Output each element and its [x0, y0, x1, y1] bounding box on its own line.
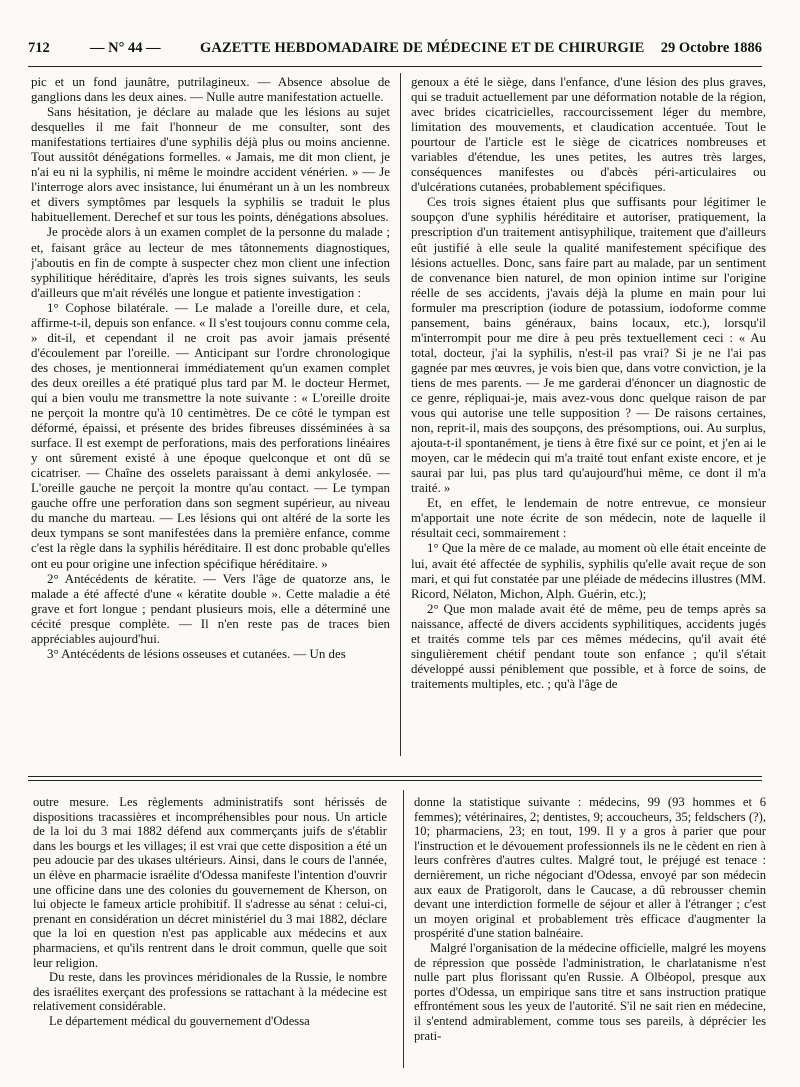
paragraph: 1° Que la mère de ce malade, au moment où elle était enceinte de lui, avait été affectée de syphilis, syphilis qu'elle avait reçue de son mari, et qui fut constatée par une pléiade de médecins illustres (MM. Ricord, Nélaton, Michon, Alph. Guérin, etc.); [411, 541, 766, 601]
paragraph: 3° Antécédents de lésions osseuses et cutanées. — Un des [47, 646, 346, 661]
feuilleton-column-right [414, 795, 766, 1065]
paragraph: 2° Que mon malade avait été de même, peu de temps après sa naissance, affecté de divers accidents syphilitiques, accidents jugés et traités comme tels par ces mêmes médecins, qu'il avait été singulièrement chétif pendant toute son enfance ; qu'il s'était développé aussi péniblement que possible, et à force de soins, de traitements multiples, etc. ; qu'à l'âge de [411, 601, 766, 691]
paragraph: pic et un fond jaunâtre, putrilagineux. — Absence absolue de ganglions dans les deux aines. — Nulle autre manifestation actuelle. [31, 75, 390, 105]
paragraph: Le département médical du gouvernement d'Odessa [49, 1013, 310, 1028]
running-header [28, 40, 762, 60]
paragraph: Je procède alors à un examen complet de la personne du malade ; et, faisant grâce au lecteur de mes tâtonnements diagnostiques, j'aboutis en fin de compte à suspecter chez mon client une infection syphilitique héréditaire, d'après les trois signes suivants, les seuls d'ailleurs que m'ait révélés une longue et patiente investigation : [31, 225, 390, 300]
article-column-left [31, 75, 390, 754]
paragraph: donne la statistique suivante : médecins, 99 (93 hommes et 6 femmes); vétérinaires, 2; dentistes, 9; accoucheurs, 35; feldschers (?), 10; pharmaciens, 23; en tout, 199. Il y a gros à parier que pour l'instruction et le dévouement professionnels ils ne le cèdent en rien à leurs confrères d'autres cultes. Malgré tout, le préjugé est tenace : dernièrement, un riche négociant d'Odessa, envoyé par son médecin aux eaux de Pratigorolt, dans le Caucase, a dû rebrousser chemin devant une interdiction formelle de séjour et aller à l'étranger ; c'est un moyen original et probablement très efficace d'augmenter la prospérité d'une station balnéaire. [414, 795, 766, 941]
paragraph: 2° Antécédents de kératite. — Vers l'âge de quatorze ans, le malade a été affecté d'une « kératite double ». Cette maladie a été grave et fort longue ; pendant plusieurs mois, elle a déterminé une cécité presque complète. — Il n'en reste pas de traces bien appréciables aujourd'hui. [31, 571, 390, 646]
paragraph: Malgré l'organisation de la médecine officielle, malgré les moyens de répression que possède l'administration, le charlatanisme n'est nulle part plus florissant qu'en Russie. A Olbéopol, presque aux portes d'Odessa, un empirique sans titre et sans instruction pratique effrontément sous les yeux de l'autorité. S'il ne sait rien en médecine, il s'entend admirablement, comme tous ses pareils, à déprécier les prati- [414, 940, 766, 1043]
page-number: 712 [28, 40, 50, 56]
section-divider [28, 776, 762, 781]
paragraph: Sans hésitation, je déclare au malade que les lésions au sujet desquelles il me fait l'honneur de me consulter, sont des manifestations tertiaires d'une syphilis déjà plus ou moins ancienne. Tout aussitôt dénégations formelles. « Jamais, me dit mon client, je n'ai eu ni la syphilis, ni même le moindre accident vénérien. » — Je l'interroge alors avec insistance, lui énumérant un à un les nombreux et divers symptômes par lesquels la syphilis se traduit le plus habituellement. Derechef et sur tous les points, dénégations absolues. [31, 105, 390, 225]
column-divider [403, 790, 404, 1068]
header-rule [28, 66, 762, 67]
issue-date: 29 Octobre 1886 [660, 40, 762, 56]
column-divider [400, 73, 401, 756]
paragraph: 1° Cophose bilatérale. — Le malade a l'oreille dure, et cela, affirme-t-il, depuis son enfance. « Il s'est toujours connu comme cela, » dit-il, et cependant il ne croit pas avoir jamais présenté d'écoulement par l'oreille. — Anticipant sur l'ordre chronologique des choses, je mentionnerai immédiatement qu'un examen complet des deux oreilles a été pratiqué plus tard par M. le docteur Hermet, qui a bien voulu me transmettre la note suivante : « L'oreille droite ne perçoit la montre qu'à 10 centimètres. De ce côté le tympan est déformé, épaissi, et présente des brides fibreuses disséminées à sa surface. Il est exempt de perforations, mais des perforations linéaires y ont sûrement existé à une époque quelconque et ont dû se cicatriser. — Chaîne des osselets paraissant à demi ankylosée. — L'oreille gauche ne perçoit la montre qu'au contact. — Le tympan gauche offre une perforation dans son segment supérieur, au niveau du manche du marteau. — Les lésions qui ont altéré de la sorte les deux tympans se sont manifestées dans la première enfance, comme c'est la règle dans la syphilis héréditaire. Il est donc probable qu'elles ont eu pour origine une infection spécifique héréditaire. » [31, 300, 390, 571]
journal-title: GAZETTE HEBDOMADAIRE DE MÉDECINE ET DE CHIRURGIE [200, 40, 645, 56]
paragraph: Du reste, dans les provinces méridionales de la Russie, le nombre des israélites exerçant des professions se rattachant à la médecine est relativement considérable. [33, 970, 387, 1014]
paragraph: Et, en effet, le lendemain de notre entrevue, ce monsieur m'apportait une note écrite de son médecin, note de laquelle il résultait ceci, sommairement : [411, 496, 766, 541]
paragraph: outre mesure. Les règlements administratifs sont hérissés de dispositions tracassières et incompréhensibles pour nous. Un article de la loi du 3 mai 1882 défend aux commerçants juifs de s'établir dans les bourgs et les villages; il est vrai que cette disposition a été un peu adoucie par des ukases ultérieurs. Ainsi, dans le cours de l'année, un élève en pharmacie israélite d'Odessa manifeste l'intention d'ouvrir une officine dans une des colonies du gouvernement de Kherson, on lui objecte le fameux article prohibitif. Il s'adresse au sénat : celui-ci, prenant en considération un décret ministériel du 3 mai 1882, déclare que la loi en question n'est pas applicable aux médecins et aux pharmaciens, et qu'ils rentrent dans le droit commun, quelle que soit leur religion. [33, 795, 387, 970]
article-column-right [411, 75, 766, 754]
paragraph: genoux a été le siège, dans l'enfance, d'une lésion des plus graves, qui se traduit actuellement par une déformation notable de la région, avec brides cicatricielles, raccourcissement léger du membre, limitation des mouvements, et claudication accentuée. Tout le pourtour de l'article est le siège de cicatrices nombreuses et variables d'étendue, les unes petites, les autres très larges, conséquences manifestes ou d'abcès péri-articulaires ou d'ulcérations cutanées, probablement spécifiques. [411, 75, 766, 195]
feuilleton-column-left [33, 795, 387, 1065]
paragraph: Ces trois signes étaient plus que suffisants pour légitimer le soupçon d'une syphilis héréditaire et autoriser, pratiquement, la prescription d'un traitement antisyphilique, traitement que d'ailleurs eût justifié à elle seule la qualité manifestement spécifique des lésions actuelles. Donc, sans faire part au malade, par un sentiment de convenance bien naturel, de mon opinion intime sur l'origine réelle de ses accidents, j'avais déjà la plume en main pour lui formuler ma prescription (iodure de potassium, iodoforme comme pansement, bains généraux, bains locaux, etc.), lorsqu'il m'interrompit pour me dire à peu près textuellement ceci : « Au total, docteur, j'ai la syphilis, n'est-il pas vrai? Si je ne l'ai pas gagnée par mes œuvres, je vois bien que, dans votre conviction, je la tiens de mes parents. — Je me garderai d'énoncer un diagnostic de ce genre, répliquai-je, mais avez-vous donc quelque raison de par vous qui autorise une telle supposition ? — De raisons certaines, non, reprit-il, mais des soupçons, des présomptions, oui. Au surplus, ajouta-t-il spontanément, je tiens à être fixé sur ce point, et j'en ai le moyen, car le médecin qui m'a traité tout enfant existe encore, et je saurai par lui, pas plus tard qu'aujourd'hui même, ce dont il m'a traité. » [411, 195, 766, 496]
issue-number: — N° 44 — [90, 40, 161, 56]
